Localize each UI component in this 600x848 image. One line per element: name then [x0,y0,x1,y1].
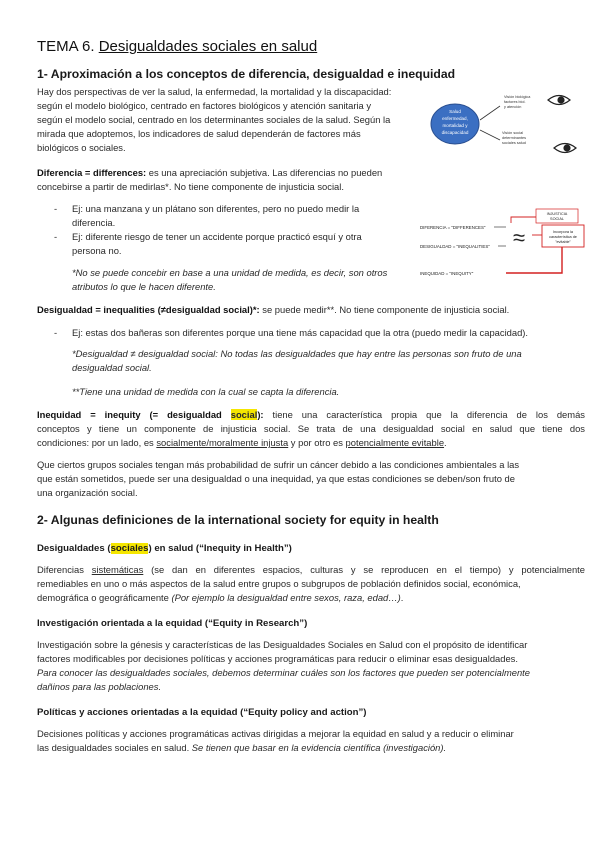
intro-line: Hay dos perspectivas de ver la salud, la enfermedad, la mortalidad y la discapacidad: [37,86,392,97]
equity-research-paragraph: Investigación sobre la génesis y características de las Desigualdades Sociales en Salud con el propósito de identificar factores modificables por decisiones políticas y acciones programáticas para reducir o eliminar esas desigualdades. Para conocer las desigualdades sociales, debemos determinar cuáles son los factores que pueden ser potencialmente dañinos para las poblaciones. [37,639,531,692]
inequidad-definition: Inequidad = inequity (= desigualdad social): tiene una característica propia que la diferencia de los demás conceptos y tiene un componente de injusticia social. Se trata de una desigualdad social en salud que tiene dos condiciones: por un lado, es socialmente/moralmente injusta y por otro es potencialmente evitable. [37,409,585,448]
inequity-health-paragraph: Diferencias sistemáticas (se dan en diferentes espacios, culturas y se reproducen en el tiempo) y potencialmente remediables en uno o más aspectos de la salud entre grupos o subgrupos de población definidos social, económica, demográfica o geográficamente (Por ejemplo la desigualdad entre sexos, raza, edad…). [37,564,586,603]
intro-line: biológicos o sociales. [37,142,126,153]
injusticia-text: INJUSTICIA [546,212,568,216]
sistematicas-underlined: sistemáticas [91,564,144,575]
diferencia-definition [37,166,417,194]
desigualdad-term: Desigualdad = inequalities (≠desigualdad social)*: [37,304,260,315]
list-item: - Ej: una manzana y un plátano son diferentes, pero no puedo medir la diferencia. [54,203,360,228]
example-paragraph: Que ciertos grupos sociales tengan más probabilidad de sufrir un cáncer debido a las condiciones ambientales a las que están sometidos, puede ser una desigualdad o una inequidad, ya que estas condiciones se deben/son fruto de una organización social. [37,459,520,498]
desigualdad-label: DESIGUALDAD = "INEQUALITIES" [420,244,490,249]
subheading-inequity-health: Desigualdades (sociales) en salud (“Inequity in Health”) [37,543,292,554]
injusta-underlined: socialmente/moralmente injusta [156,437,289,448]
top-label: factores biol. [504,100,526,104]
desigualdad-bullet: - Ej: estas dos bañeras son diferentes porque una tiene más capacidad que la otra (puedo medir la capacidad). [54,327,529,338]
arrow-up [480,106,500,120]
highlight-social: social [230,409,258,420]
diferencia-term: Diferencia = differences: [37,167,147,178]
section2-heading: 2- Algunas definiciones de la international society for equity in health [37,513,439,527]
title-prefix: TEMA 6. [37,38,95,55]
bottom-label: determinantes [502,136,527,140]
circle-label: enfermedad, [442,116,468,121]
injusticia-text: SOCIAL [550,217,564,221]
evitable-text: "evitable" [555,240,571,244]
highlight-sociales: sociales [110,543,149,554]
circle-label: mortalidad y [442,123,468,128]
intro-paragraph [37,85,419,155]
subheading-equity-research: Investigación orientada a la equidad (“Equity in Research”) [37,618,308,629]
perspectives-diagram [428,84,578,168]
eye-icon [554,144,576,153]
bottom-label: Visión social [502,131,524,135]
eye-icon [548,96,570,105]
top-label: y atención [504,105,522,109]
red-connector [506,247,562,273]
circle-label: discapacidad [441,130,469,135]
inequidad-label: INEQUIDAD = "INEQUITY" [420,271,474,276]
page-title [37,38,317,55]
desigualdad-note-2: **Tiene una unidad de medida con la cual se capta la diferencia. [72,386,340,397]
desigualdad-definition [37,303,577,317]
intro-line: según el modelo social, centrado en los determinantes sociales de la salud. Según la [37,114,391,125]
top-label: Visión biológica [504,95,531,99]
title-main: Desigualdades sociales en salud [98,38,318,55]
section1-heading: 1- Aproximación a los conceptos de diferencia, desigualdad e inequidad [37,67,456,81]
bracket-line [511,217,536,223]
subheading-equity-policy: Políticas y acciones orientadas a la equidad (“Equity policy and action”) [37,707,367,718]
inequidad-term: Inequidad = inequity (= desigualdad [37,409,222,420]
diferencia-text: es una apreciación subjetiva. Las diferencias no pueden [146,167,383,178]
arrow-down [480,130,500,140]
approx-symbol: ≈ [512,225,526,250]
circle-label: Salud [449,109,461,114]
evitable-text: característica de [549,235,577,239]
equity-policy-paragraph: Decisiones políticas y acciones programáticas activas dirigidas a mejorar la equidad en salud y a reducir o eliminar las desigualdades sociales en salud. Se tienen que basar en la evidencia científica (investigación). [37,728,514,753]
diferencia-note: *No se puede concebir en base a una unidad de medida, es decir, son otros atributos lo que le hacen diferente. [72,267,388,292]
desigualdad-text: se puede medir**. No tiene componente de injusticia social. [259,304,510,315]
evitable-underlined: potencialmente evitable [345,437,445,448]
diferencia-label: DIFERENCIA = "DIFFERENCES" [420,225,486,230]
list-item: Ej: estas dos bañeras son diferentes porque una tiene más capacidad que la otra (puedo medir la capacidad). [72,327,529,338]
bottom-label: sociales salud [502,141,526,145]
diferencia-text: concebirse a partir de medirlas*. No tiene componente de injusticia social. [37,181,344,192]
intro-line: según el modelo biológico, centrado en factores biológicos y atención sanitaria y [37,100,372,111]
intro-line: mirada que adoptemos, los indicadores de salud dependerán de factores más [37,128,361,139]
list-item: - Ej: diferente riesgo de tener un accidente porque practicó esquí y otra persona no. [54,231,362,256]
desigualdad-note-1: *Desigualdad ≠ desigualdad social: No todas las desigualdades que hay entre las personas son fruto de una desigualdad social. [72,348,522,373]
evitable-text: Incorpora la [552,230,574,234]
diferencia-bullets [54,202,414,258]
concepts-diagram [418,205,588,285]
